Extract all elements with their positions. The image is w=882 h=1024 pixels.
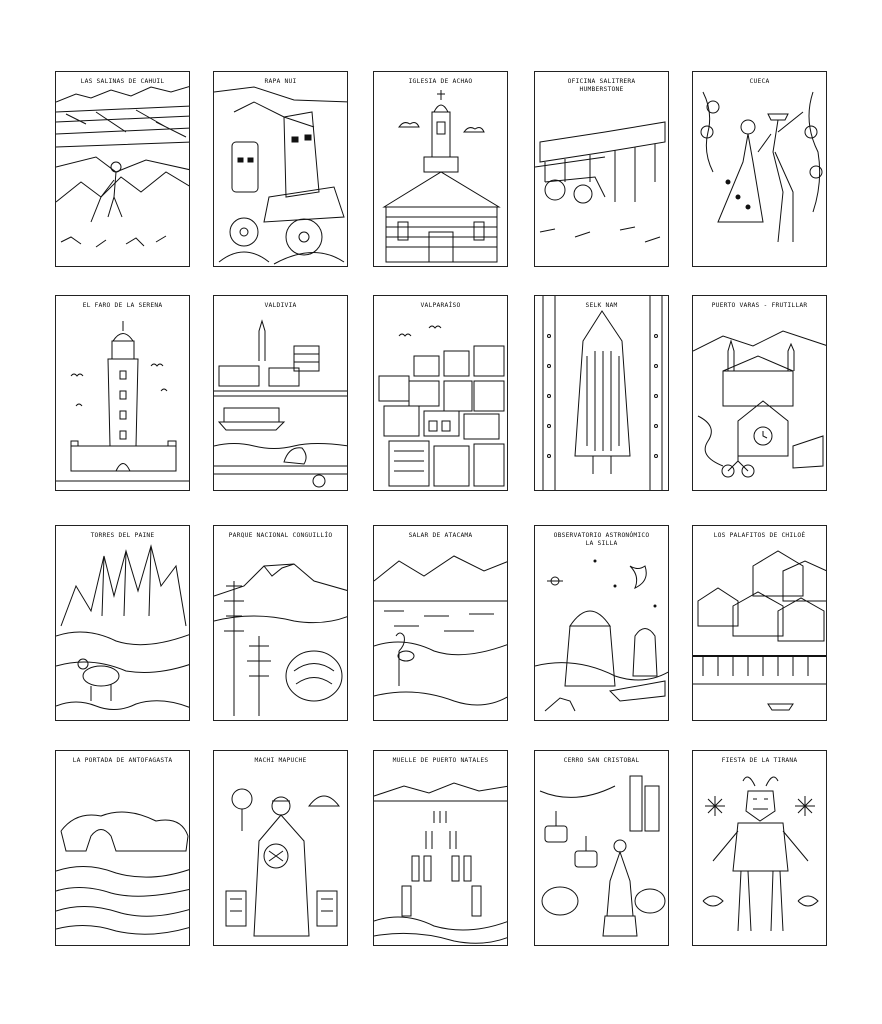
dancers-illustration xyxy=(693,72,827,267)
card-title: PUERTO VARAS - FRUTILLAR xyxy=(711,302,808,309)
card-title: CERRO SAN CRISTOBAL xyxy=(563,757,640,764)
card-la-portada-de-antofagasta xyxy=(55,750,190,946)
card-fiesta-de-la-tirana xyxy=(692,750,827,946)
card-title: MUELLE DE PUERTO NATALES xyxy=(392,757,489,764)
card-title: SELK NAM xyxy=(585,302,618,309)
card-salar-de-atacama xyxy=(373,525,508,721)
sea-arch-illustration xyxy=(56,751,190,946)
card-title: IGLESIA DE ACHAO xyxy=(408,78,473,85)
card-muelle-de-puerto-natales xyxy=(373,750,508,946)
card-title: LAS SALINAS DE CAHUIL xyxy=(80,78,165,85)
card-title: EL FARO DE LA SERENA xyxy=(82,302,163,309)
card-title: RAPA NUI xyxy=(264,78,297,85)
card-iglesia-de-achao xyxy=(373,71,508,267)
card-los-palafitos-de-chiloe xyxy=(692,525,827,721)
old-pier-illustration xyxy=(374,751,508,946)
card-title: CUECA xyxy=(749,78,770,85)
card-title: FIESTA DE LA TIRANA xyxy=(721,757,798,764)
card-cueca xyxy=(692,71,827,267)
saltpeter-works-illustration xyxy=(535,72,669,267)
stilt-houses-illustration xyxy=(693,526,827,721)
machi-illustration xyxy=(214,751,348,946)
card-title: LOS PALAFITOS DE CHILOÉ xyxy=(713,532,806,539)
moai-illustration xyxy=(214,72,348,267)
observatory-illustration xyxy=(535,526,669,721)
virgin-statue-illustration xyxy=(535,751,669,946)
ritual-figure-illustration xyxy=(535,296,669,491)
card-title: TORRES DEL PAINE xyxy=(90,532,155,539)
lake-town-illustration xyxy=(693,296,827,491)
card-observatorio-la-silla xyxy=(534,525,669,721)
card-title: OBSERVATORIO ASTRONÓMICO LA SILLA xyxy=(553,532,650,547)
card-title: PARQUE NACIONAL CONGUILLÍO xyxy=(228,532,333,539)
card-title: MACHI MAPUCHE xyxy=(254,757,307,764)
salt-lagoon-illustration xyxy=(374,526,508,721)
hillside-houses-illustration xyxy=(374,296,508,491)
card-parque-nacional-conguillio xyxy=(213,525,348,721)
card-valdivia xyxy=(213,295,348,491)
volcano-araucaria-illustration xyxy=(214,526,348,721)
card-machi-mapuche xyxy=(213,750,348,946)
salt-flats-illustration xyxy=(56,72,190,267)
devil-dancer-illustration xyxy=(693,751,827,946)
lighthouse-illustration xyxy=(56,296,190,491)
card-title: VALPARAÍSO xyxy=(420,302,461,309)
card-rapa-nui xyxy=(213,71,348,267)
card-title: SALAR DE ATACAMA xyxy=(408,532,473,539)
card-oficina-salitrera-humberstone xyxy=(534,71,669,267)
church-illustration xyxy=(374,72,508,267)
card-puerto-varas-frutillar xyxy=(692,295,827,491)
card-torres-del-paine xyxy=(55,525,190,721)
card-el-faro-de-la-serena xyxy=(55,295,190,491)
card-title: OFICINA SALITRERA HUMBERSTONE xyxy=(567,78,636,93)
river-city-illustration xyxy=(214,296,348,491)
card-title: VALDIVIA xyxy=(264,302,297,309)
card-title: LA PORTADA DE ANTOFAGASTA xyxy=(72,757,173,764)
card-cerro-san-cristobal xyxy=(534,750,669,946)
card-selk-nam xyxy=(534,295,669,491)
card-las-salinas-de-cahuil xyxy=(55,71,190,267)
granite-towers-illustration xyxy=(56,526,190,721)
card-valparaiso xyxy=(373,295,508,491)
